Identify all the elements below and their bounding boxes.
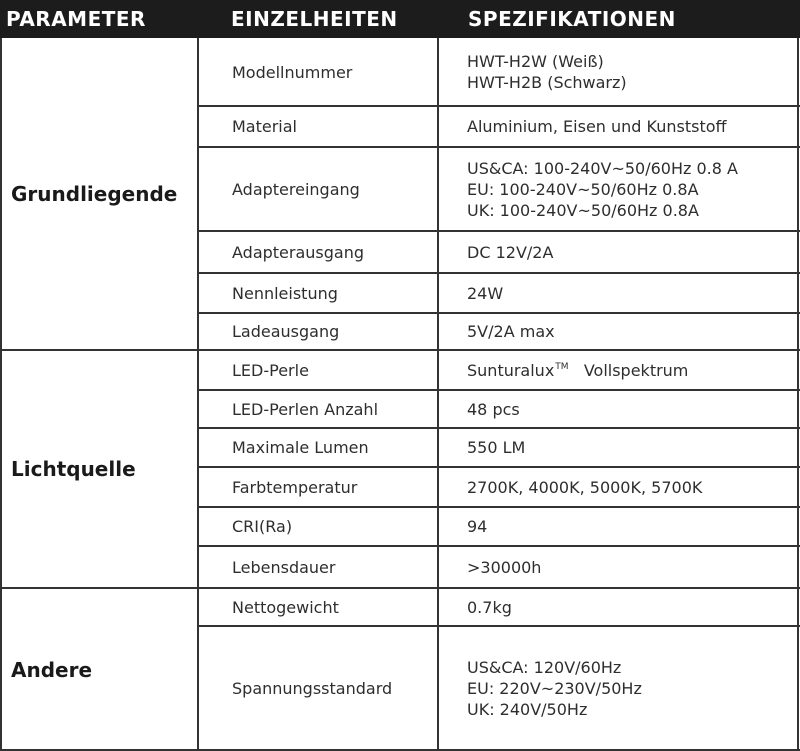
spec-led-value [467,360,797,381]
spec-model-line2: HWT-H2B (Schwarz) [467,73,627,92]
grid-line-row [197,230,800,232]
detail-led-count-label: LED-Perlen Anzahl [232,399,379,419]
spec-adapter-in-line3: UK: 100-240V~50/60Hz 0.8A [467,200,699,220]
detail-voltage-label: Spannungsstandard [232,679,393,698]
spec-model-line1: HWT-H2W (Weiß) [467,52,604,71]
grid-line-col2 [437,38,439,751]
grid-line-left [0,38,2,751]
spec-power [467,273,797,313]
spec-cri [467,507,797,546]
spec-weight-value: 0.7kg [467,597,512,617]
spec-adapter-out-value: DC 12V/2A [467,242,554,262]
detail-weight [232,588,437,626]
spec-led-suffix: Vollspektrum [583,360,689,380]
detail-model-label: Modellnummer [232,62,353,82]
category-other: Andere [11,657,93,682]
detail-weight-label: Nettogewicht [232,597,339,617]
detail-material-label: Material [232,117,297,136]
spec-lumen [467,428,797,467]
grid-line-row [197,272,800,274]
detail-lumen-label: Maximale Lumen [232,438,369,457]
detail-cct-label: Farbtemperatur [232,477,358,497]
detail-adapter-out [232,231,437,273]
spec-cct [467,467,797,507]
spec-led-count-value: 48 pcs [467,399,520,419]
detail-cri-label: CRI(Ra) [232,517,293,536]
detail-cri [232,507,437,546]
detail-adapter-in [232,147,437,231]
spec-charge [467,313,797,350]
grid-line-row [197,466,800,468]
spec-lumen-value: 550 LM [467,438,526,457]
spec-led-count [467,390,797,428]
header-parameter: PARAMETER [6,7,146,31]
detail-voltage [232,626,437,751]
detail-adapter-in-label: Adaptereingang [232,179,360,199]
detail-charge-label: Ladeausgang [232,322,340,341]
detail-life-label: Lebensdauer [232,557,336,577]
detail-led [232,350,437,390]
spec-adapter-in-line1: US&CA: 100-240V~50/60Hz 0.8 A [467,158,738,178]
spec-charge-value: 5V/2A max [467,322,555,341]
spec-adapter-out [467,231,797,273]
grid-line-section-other [0,587,800,589]
grid-line-col1 [197,38,199,751]
detail-charge [232,313,437,350]
grid-line-right [797,38,799,751]
spec-power-value: 24W [467,283,504,303]
spec-model [467,38,797,106]
spec-cri-value: 94 [467,517,488,536]
header-details: EINZELHEITEN [231,7,398,31]
detail-life [232,546,437,588]
grid-line-row [197,105,800,107]
grid-line-section-light [0,349,800,351]
spec-life [467,546,797,588]
detail-power-label: Nennleistung [232,283,338,303]
table-header [0,0,800,38]
detail-model [232,38,437,106]
detail-lumen [232,428,437,467]
detail-adapter-out-label: Adapterausgang [232,242,365,262]
detail-led-count [232,390,437,428]
header-specs: SPEZIFIKATIONEN [468,7,676,31]
spec-cct-value: 2700K, 4000K, 5000K, 5700K [467,477,703,497]
spec-weight [467,588,797,626]
spec-adapter-in [467,147,797,231]
spec-material-value: Aluminium, Eisen und Kunststoff [467,117,727,136]
detail-power [232,273,437,313]
grid-line-row [197,545,800,547]
trademark-mark: TM [555,361,569,372]
spec-voltage-line1: US&CA: 120V/60Hz [467,658,622,677]
spec-material [467,106,797,147]
category-light: Lichtquelle [11,457,136,481]
grid-line-row [197,427,800,429]
detail-cct [232,467,437,507]
spec-led-brand: Sunturalux [467,360,555,380]
grid-line-row [197,625,800,627]
grid-line-row [197,389,800,391]
spec-voltage-line3: UK: 240V/50Hz [467,700,588,719]
spec-adapter-in-line2: EU: 100-240V~50/60Hz 0.8A [467,179,699,199]
spec-led [467,350,797,390]
category-basic: Grundliegende [11,182,178,206]
grid-line-row [197,146,800,148]
grid-line-row [197,312,800,314]
grid-line-row [197,506,800,508]
detail-material [232,106,437,147]
spec-voltage-line2: EU: 220V~230V/50Hz [467,679,642,698]
spec-voltage [467,626,797,751]
spec-life-value: >30000h [467,557,542,577]
detail-led-label: LED-Perle [232,360,309,380]
